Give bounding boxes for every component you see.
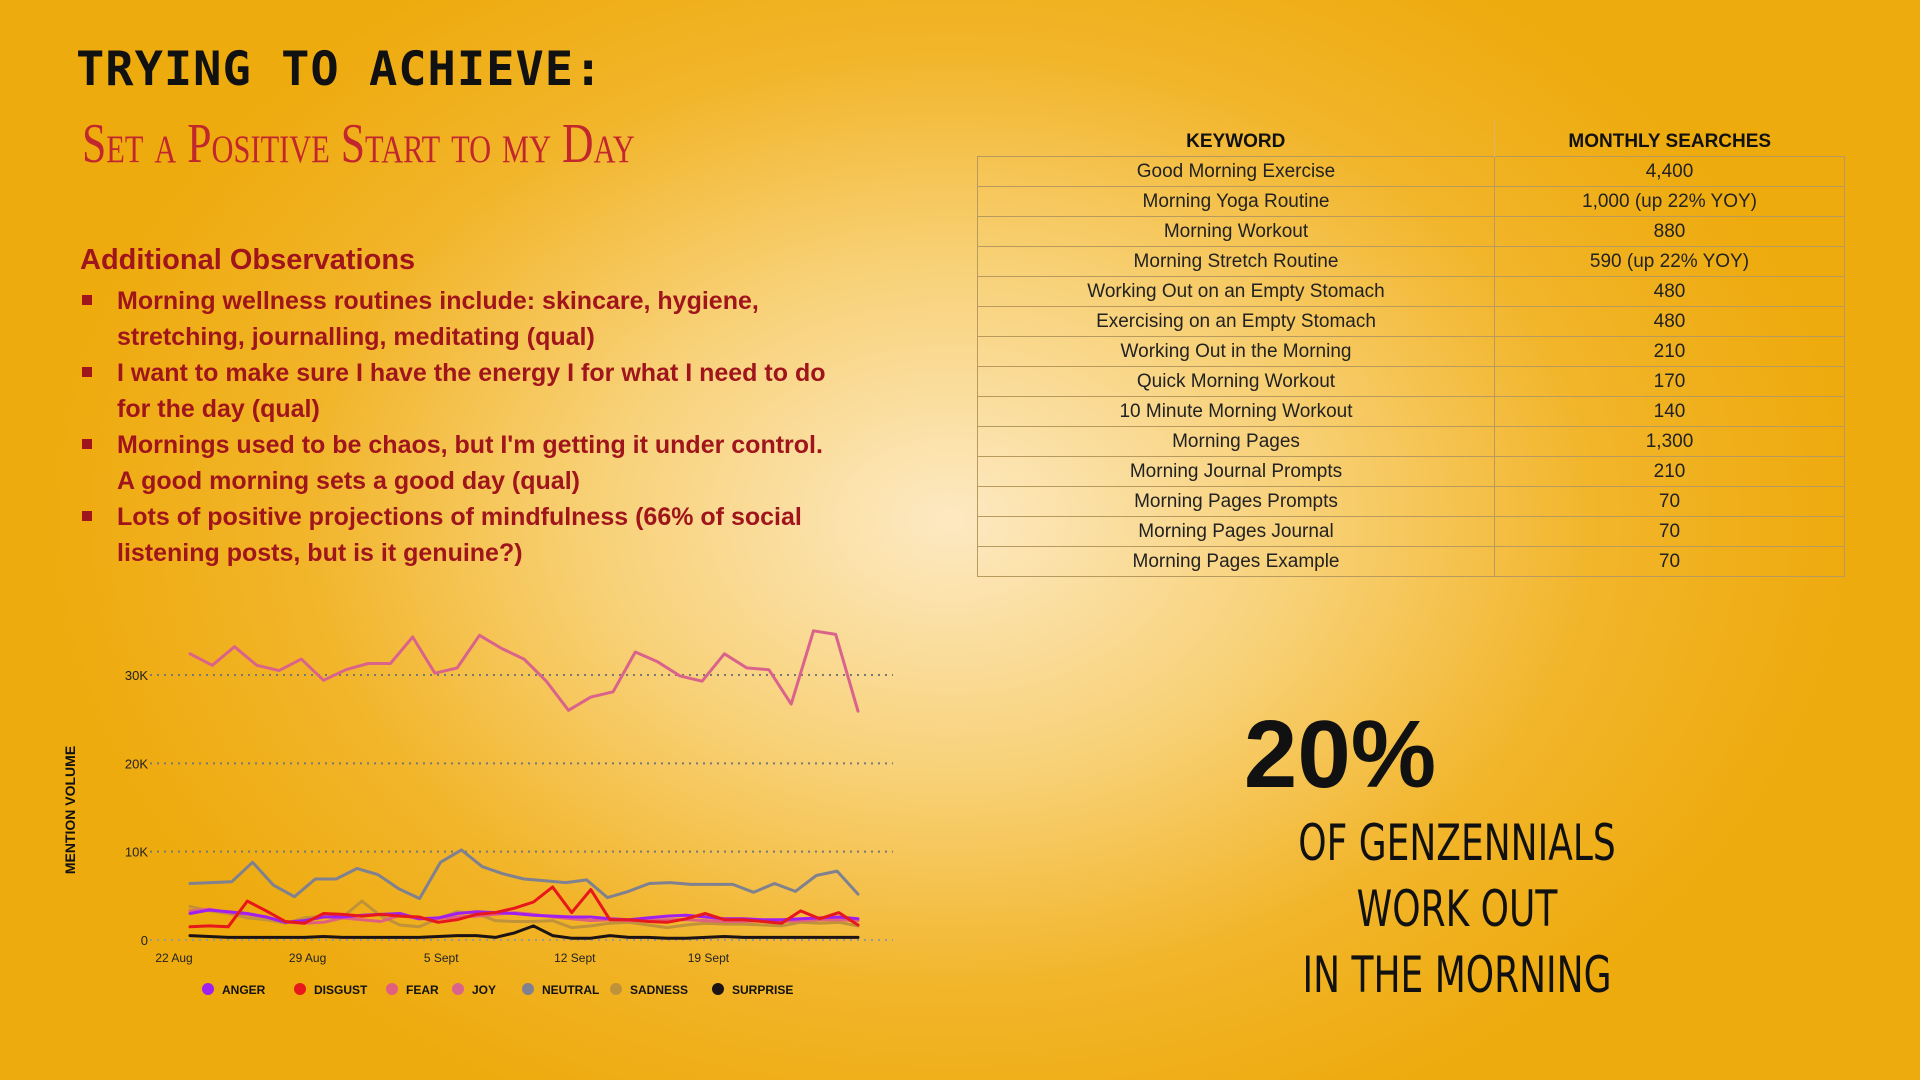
x-tick-label: 29 Aug bbox=[288, 951, 327, 965]
searches-cell: 70 bbox=[1495, 517, 1845, 547]
keyword-cell: Morning Pages bbox=[978, 427, 1495, 457]
observation-text: I want to make sure I have the energy I for what I need to do for the day (qual) bbox=[117, 359, 826, 423]
table-row bbox=[978, 427, 1845, 457]
y-tick-label: 20K bbox=[124, 756, 148, 772]
legend-marker bbox=[712, 983, 724, 995]
keyword-cell: Morning Pages Example bbox=[978, 547, 1495, 577]
observation-text: Mornings used to be chaos, but I'm getting it under control. A good morning sets a good day (qual) bbox=[117, 431, 823, 495]
searches-cell: 210 bbox=[1495, 457, 1845, 487]
legend-label: FEAR bbox=[406, 983, 439, 997]
table-row bbox=[978, 367, 1845, 397]
table-row bbox=[978, 487, 1845, 517]
table-row bbox=[978, 307, 1845, 337]
searches-cell: 480 bbox=[1495, 277, 1845, 307]
legend-marker bbox=[386, 983, 398, 995]
table-row bbox=[978, 517, 1845, 547]
searches-cell: 880 bbox=[1495, 217, 1845, 247]
keyword-cell: Morning Stretch Routine bbox=[978, 247, 1495, 277]
legend-marker bbox=[522, 983, 534, 995]
y-tick-label: 10K bbox=[124, 844, 148, 860]
table-row bbox=[978, 547, 1845, 577]
stat-caption bbox=[1255, 810, 1658, 1008]
keyword-cell: Good Morning Exercise bbox=[978, 157, 1495, 187]
series-line-neutral bbox=[190, 850, 858, 899]
legend-marker bbox=[610, 983, 622, 995]
legend-marker bbox=[452, 983, 464, 995]
searches-cell: 1,000 (up 22% YOY) bbox=[1495, 187, 1845, 217]
table-row bbox=[978, 157, 1845, 187]
x-tick-label: 22 Aug bbox=[155, 951, 193, 965]
series-line-joy bbox=[190, 631, 858, 711]
table-row bbox=[978, 457, 1845, 487]
keyword-cell: Quick Morning Workout bbox=[978, 367, 1495, 397]
keyword-cell: Exercising on an Empty Stomach bbox=[978, 307, 1495, 337]
stat-value: 20% bbox=[1243, 701, 1437, 808]
keyword-cell: Working Out on an Empty Stomach bbox=[978, 277, 1495, 307]
table-row bbox=[978, 337, 1845, 367]
subheadline: Set a Positive Start to my Day bbox=[82, 113, 635, 175]
keyword-column-header: KEYWORD bbox=[978, 120, 1495, 157]
emotion-line-chart bbox=[0, 0, 920, 1020]
legend-marker bbox=[202, 983, 214, 995]
headline: TRYING TO ACHIEVE: bbox=[76, 42, 604, 97]
y-tick-label: 0 bbox=[140, 933, 148, 948]
searches-cell: 4,400 bbox=[1495, 157, 1845, 187]
keyword-cell: Working Out in the Morning bbox=[978, 337, 1495, 367]
legend-label: DISGUST bbox=[314, 983, 368, 997]
legend-label: ANGER bbox=[222, 983, 266, 997]
x-tick-label: 19 Sept bbox=[687, 951, 730, 965]
keyword-cell: Morning Journal Prompts bbox=[978, 457, 1495, 487]
table-header-row bbox=[978, 120, 1845, 157]
table-row bbox=[978, 277, 1845, 307]
keyword-cell: Morning Workout bbox=[978, 217, 1495, 247]
keyword-cell: Morning Pages Journal bbox=[978, 517, 1495, 547]
searches-column-header: MONTHLY SEARCHES bbox=[1568, 131, 1772, 152]
searches-cell: 170 bbox=[1495, 367, 1845, 397]
searches-cell: 210 bbox=[1495, 337, 1845, 367]
table-row bbox=[978, 217, 1845, 247]
observation-text: Morning wellness routines include: skincare, hygiene, stretching, journalling, meditating (qual) bbox=[117, 287, 759, 351]
keyword-cell: Morning Pages Prompts bbox=[978, 487, 1495, 517]
legend-marker bbox=[294, 983, 306, 995]
table-row bbox=[978, 187, 1845, 217]
y-tick-label: 30K bbox=[124, 668, 148, 683]
x-tick-label: 5 Sept bbox=[423, 951, 459, 965]
y-axis-label: MENTION VOLUME bbox=[62, 745, 78, 875]
observation-text: Lots of positive projections of mindfulness (66% of social listening posts, but is it genuine?) bbox=[117, 503, 802, 567]
keyword-table bbox=[977, 120, 1845, 577]
x-tick-label: 12 Sept bbox=[554, 951, 596, 965]
stat-caption-line: IN THE MORNING bbox=[1302, 946, 1612, 1004]
searches-cell: 70 bbox=[1495, 547, 1845, 577]
keyword-cell: Morning Yoga Routine bbox=[978, 187, 1495, 217]
observations-title: Additional Observations bbox=[80, 244, 416, 276]
series-line-surprise bbox=[190, 926, 858, 938]
legend-label: NEUTRAL bbox=[542, 983, 600, 997]
legend-label: SURPRISE bbox=[732, 983, 794, 997]
searches-cell: 140 bbox=[1495, 397, 1845, 427]
searches-cell: 70 bbox=[1495, 487, 1845, 517]
stat-caption-line: OF GENZENNIALS WORK OUT bbox=[1298, 814, 1616, 938]
table-row bbox=[978, 397, 1845, 427]
table-row bbox=[978, 247, 1845, 277]
legend-label: JOY bbox=[472, 983, 497, 997]
legend-label: SADNESS bbox=[630, 983, 689, 997]
searches-cell: 480 bbox=[1495, 307, 1845, 337]
searches-cell: 590 (up 22% YOY) bbox=[1495, 247, 1845, 277]
searches-cell: 1,300 bbox=[1495, 427, 1845, 457]
keyword-cell: 10 Minute Morning Workout bbox=[978, 397, 1495, 427]
